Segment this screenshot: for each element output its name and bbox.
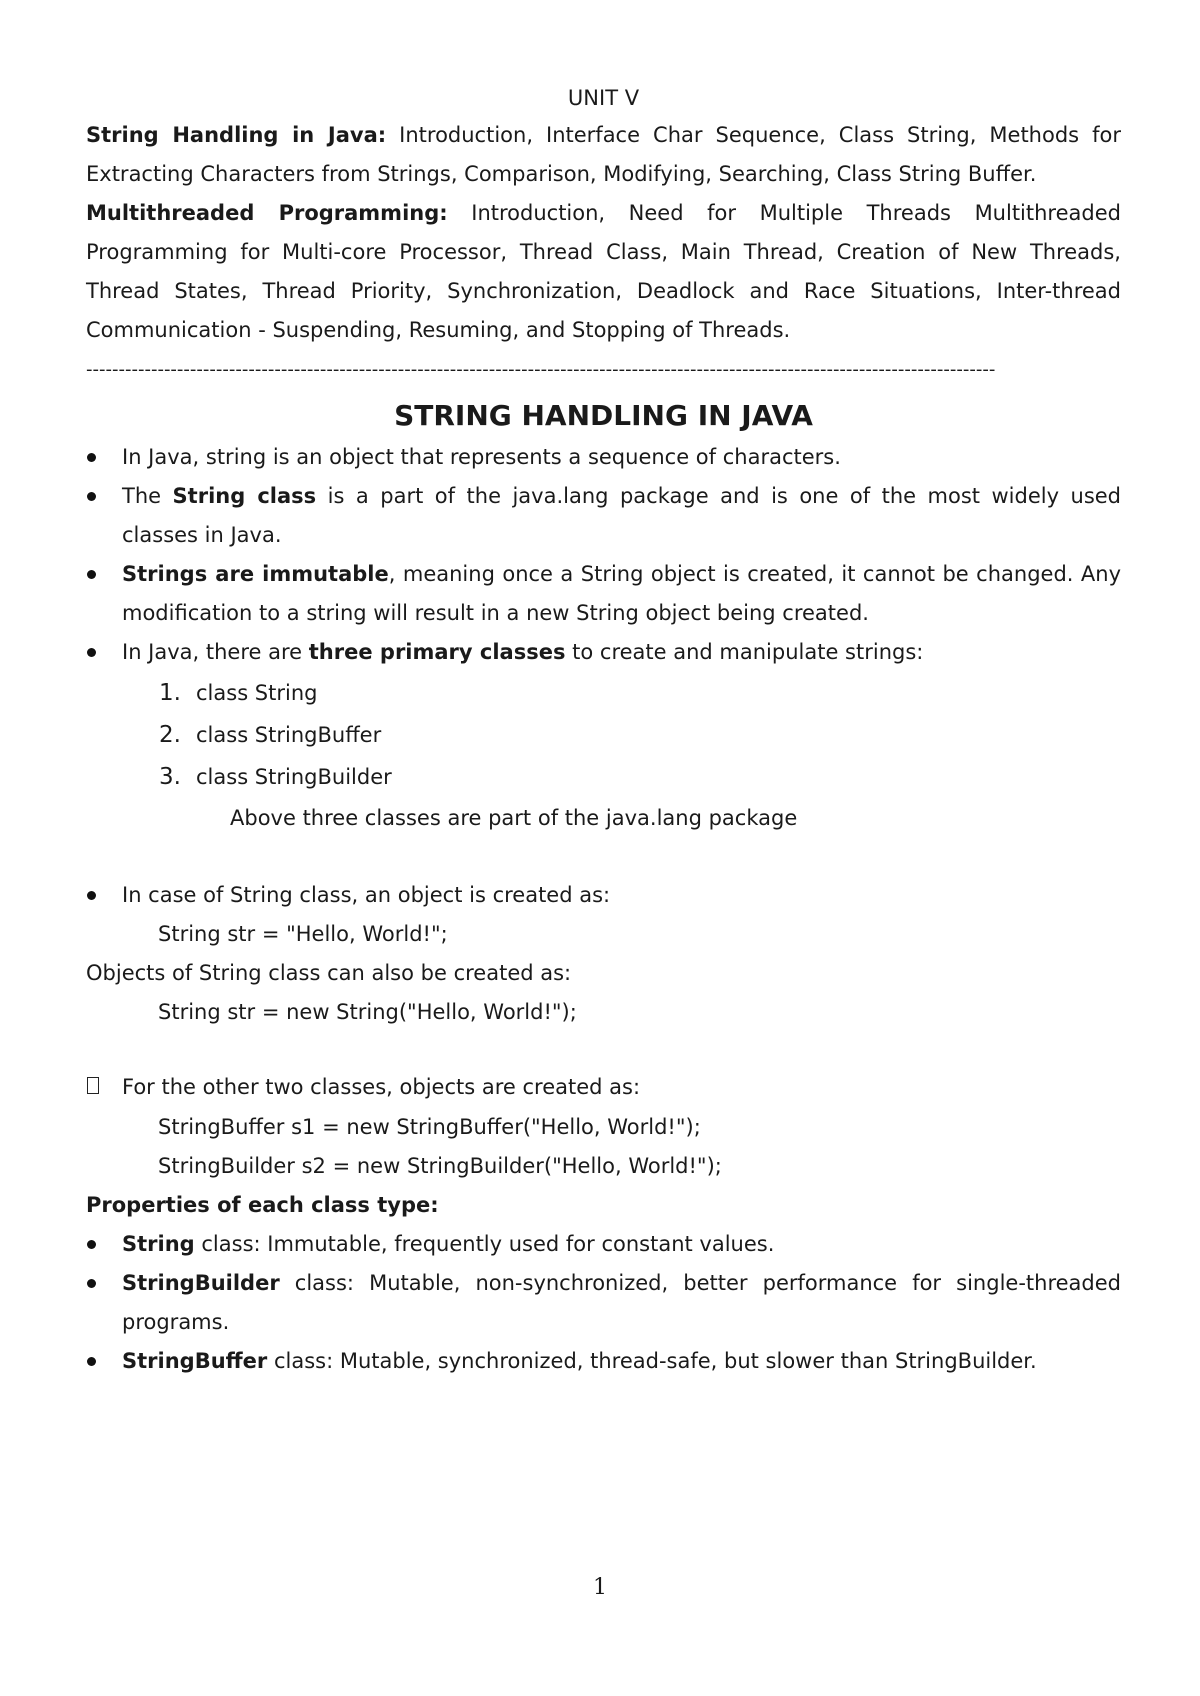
bullet-icon <box>87 570 96 579</box>
list-item <box>86 1264 1121 1342</box>
bullet-text: to create and manipulate strings: <box>565 640 924 664</box>
list-item <box>86 633 1121 672</box>
bullet-bold-text: Strings are immutable <box>122 562 389 586</box>
list-number: 1. <box>159 680 181 706</box>
bullet-text: , meaning once a String object is created, it cannot be changed. Any modification to a string will result in a new String object being created. <box>122 562 1122 625</box>
list-number: 2. <box>159 722 181 748</box>
bullet-bold-text: three primary classes <box>308 640 566 664</box>
list-item <box>86 1342 1121 1381</box>
syllabus-string-text: Introduction, Interface Char Sequence, Class String, Methods for Extracting Characters from Strings, Comparison, Modifying, Searching, Class String Buffer. <box>86 123 1121 186</box>
bullet-icon <box>87 492 96 501</box>
bullet-icon <box>87 1240 96 1249</box>
list-item <box>86 1225 1121 1264</box>
list-item-label: class StringBuilder <box>196 765 392 789</box>
bullet-text: class: Mutable, non-synchronized, better performance for single-threaded programs. <box>122 1271 1121 1334</box>
list-item <box>86 672 1121 714</box>
other-classes-line <box>86 1066 1121 1108</box>
list-item <box>86 714 1121 756</box>
syllabus-mt-label: Multithreaded Programming: <box>86 201 448 225</box>
code-example-4: StringBuilder s2 = new StringBuilder("Hello, World!"); <box>158 1154 722 1178</box>
code-example-3: StringBuffer s1 = new StringBuffer("Hello, World!"); <box>158 1115 701 1139</box>
list-item-label: class String <box>196 681 318 705</box>
page-number: 1 <box>593 1575 607 1600</box>
bullet-text: In Java, string is an object that represents a sequence of characters. <box>122 445 841 469</box>
syllabus-multithreading <box>86 194 1121 350</box>
bullet-icon <box>87 648 96 657</box>
syllabus-string-handling <box>86 116 1121 194</box>
list-item <box>86 756 1121 798</box>
bullet-bold-text: String <box>122 1232 195 1256</box>
properties-heading: Properties of each class type: <box>86 1193 439 1217</box>
bullet-text: In case of String class, an object is created as: <box>122 883 611 907</box>
dashed-separator: -------------------------------------------------------------------------------------------------------------------------------------------- <box>86 359 996 380</box>
bullet-bold-text: String class <box>172 484 317 508</box>
code-example-2: String str = new String("Hello, World!"); <box>158 1000 577 1024</box>
page-content <box>86 80 1121 1381</box>
missing-glyph-icon <box>87 1077 99 1094</box>
section-title: STRING HANDLING IN JAVA <box>394 399 813 432</box>
creation-bullet-list <box>86 876 1121 915</box>
other-classes-text: For the other two classes, objects are created as: <box>122 1075 641 1099</box>
list-number: 3. <box>159 764 181 790</box>
bullet-text: is a part of the java.lang package and is one of the most widely used classes in Java. <box>122 484 1122 547</box>
list-item-label: class StringBuffer <box>196 723 382 747</box>
bullet-icon <box>87 1279 96 1288</box>
properties-bullet-list <box>86 1225 1121 1381</box>
syllabus-string-label: String Handling in Java: <box>86 123 387 147</box>
list-item <box>86 477 1121 555</box>
bullet-icon <box>87 1357 96 1366</box>
bullet-text: The <box>122 484 173 508</box>
code-example-1: String str = "Hello, World!"; <box>158 922 448 946</box>
bullet-bold-text: StringBuilder <box>122 1271 280 1295</box>
list-item <box>86 876 1121 915</box>
unit-title: UNIT V <box>567 86 640 110</box>
bullet-text: In Java, there are <box>122 640 309 664</box>
alt-creation-text: Objects of String class can also be created as: <box>86 961 572 985</box>
bullet-bold-text: StringBuffer <box>122 1349 268 1373</box>
syllabus-mt-text: Introduction, Need for Multiple Threads Multithreaded Programming for Multi-core Processor, Thread Class, Main Thread, Creation of New Threads, Thread States, Thread Priority, Synchronization, Deadlock and Race Situations, Inter-thread Communication - Suspending, Resuming, and Stopping of Threads. <box>86 201 1121 342</box>
intro-bullet-list <box>86 438 1121 672</box>
class-numbered-list <box>86 672 1121 798</box>
bullet-text: class: Immutable, frequently used for constant values. <box>194 1232 775 1256</box>
list-item <box>86 438 1121 477</box>
classes-note: Above three classes are part of the java.lang package <box>230 806 798 830</box>
list-item <box>86 555 1121 633</box>
bullet-icon <box>87 891 96 900</box>
bullet-text: class: Mutable, synchronized, thread-safe, but slower than StringBuilder. <box>267 1349 1037 1373</box>
bullet-icon <box>87 453 96 462</box>
